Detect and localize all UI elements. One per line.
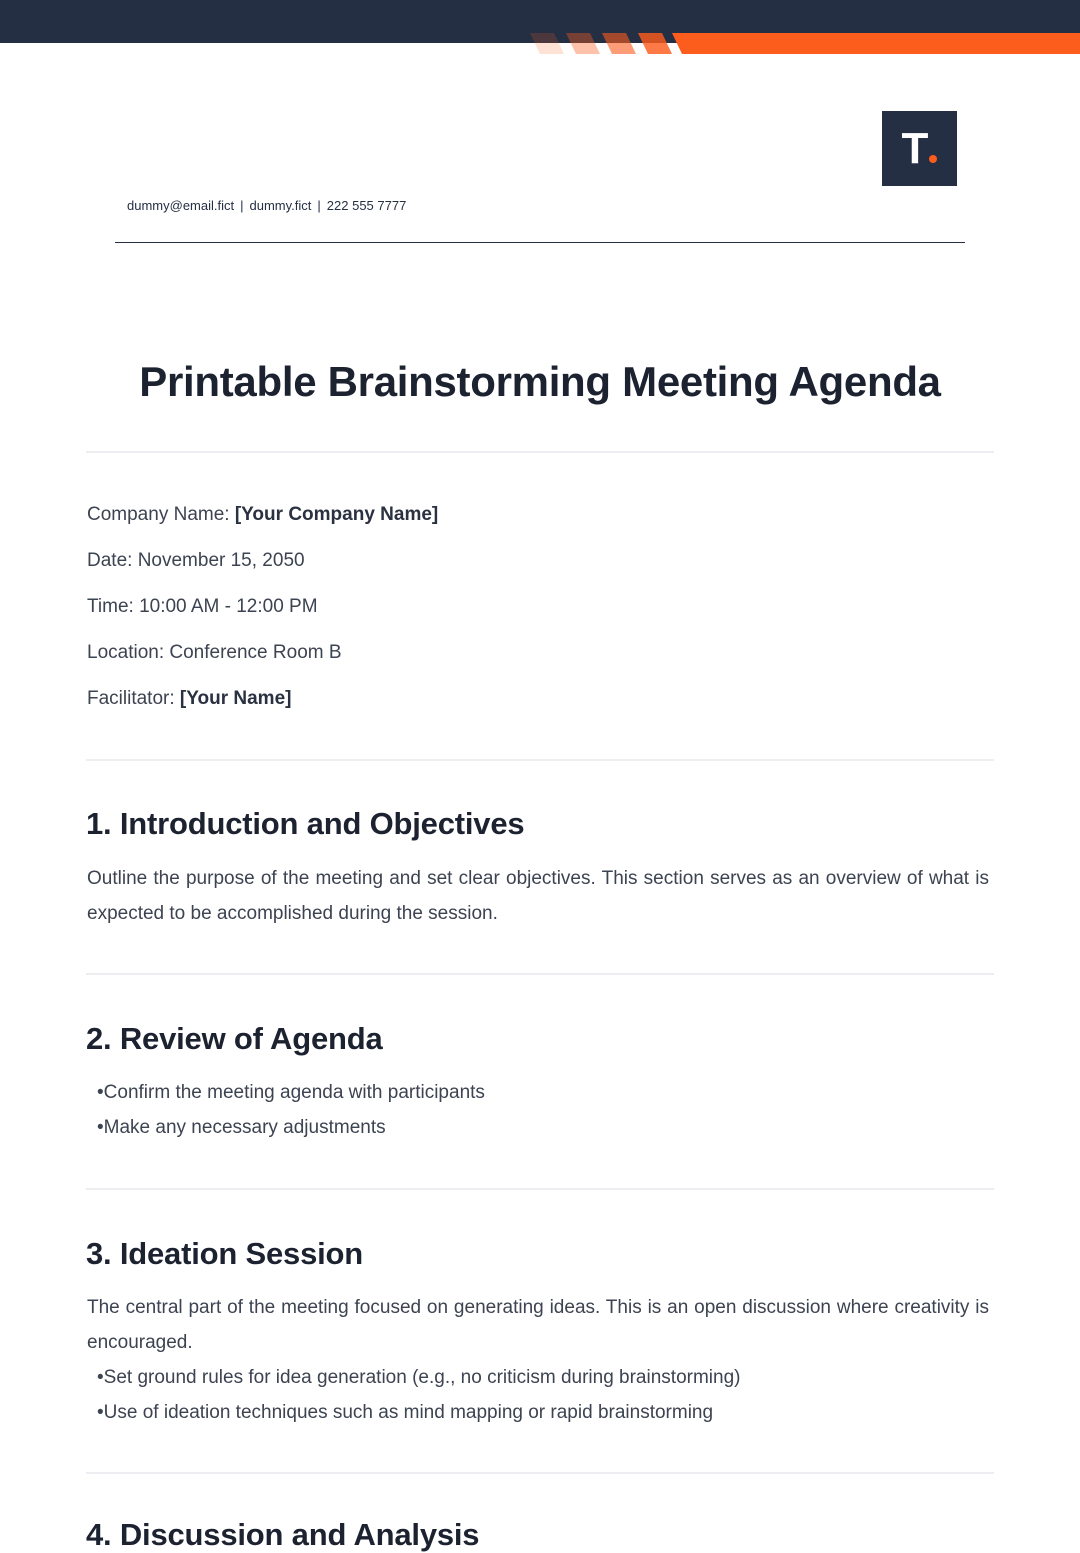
section-heading-ideation: 3. Ideation Session <box>86 1236 364 1271</box>
section-heading-discussion: 4. Discussion and Analysis <box>86 1517 480 1552</box>
list-item: •Set ground rules for idea generation (e.g., no criticism during brainstorming) <box>97 1367 741 1388</box>
date-line: Date: November 15, 2050 <box>87 550 305 571</box>
facilitator-value: [Your Name] <box>179 688 292 709</box>
accent-bar <box>672 33 1080 54</box>
contact-phone: 222 555 7777 <box>326 198 407 213</box>
section-divider <box>86 451 994 453</box>
contact-email: dummy@email.fict <box>127 198 235 213</box>
section-divider <box>86 973 994 975</box>
facilitator-line <box>87 688 291 710</box>
header-divider <box>115 242 965 243</box>
list-item: •Use of ideation techniques such as mind mapping or rapid brainstorming <box>97 1402 714 1423</box>
contact-line <box>127 198 406 213</box>
contact-separator: | <box>240 198 244 213</box>
company-name-value: [Your Company Name] <box>234 504 439 525</box>
section-text-introduction: Outline the purpose of the meeting and set clear objectives. This section serves as an overview of what is expected to be accomplished during the session. <box>87 868 989 924</box>
company-logo <box>882 111 957 186</box>
list-item: •Make any necessary adjustments <box>97 1117 386 1138</box>
facilitator-label: Facilitator: <box>87 688 180 709</box>
contact-separator: | <box>317 198 321 213</box>
time-line: Time: 10:00 AM - 12:00 PM <box>87 596 318 617</box>
list-item: •Confirm the meeting agenda with participants <box>97 1082 485 1103</box>
logo-letter: T <box>901 123 928 173</box>
logo-dot-icon <box>929 155 937 163</box>
section-divider <box>86 1188 994 1190</box>
section-heading-review: 2. Review of Agenda <box>86 1021 383 1056</box>
page-title: Printable Brainstorming Meeting Agenda <box>139 358 941 405</box>
section-text-ideation: The central part of the meeting focused on generating ideas. This is an open discussion where creativity is encouraged. <box>87 1297 989 1353</box>
contact-website: dummy.fict <box>249 198 312 213</box>
location-line: Location: Conference Room B <box>87 642 342 663</box>
section-divider <box>86 1472 994 1474</box>
company-name-label: Company Name: <box>87 504 235 525</box>
section-heading-introduction: 1. Introduction and Objectives <box>86 806 525 841</box>
section-divider <box>86 759 994 761</box>
company-name-line <box>87 504 438 526</box>
